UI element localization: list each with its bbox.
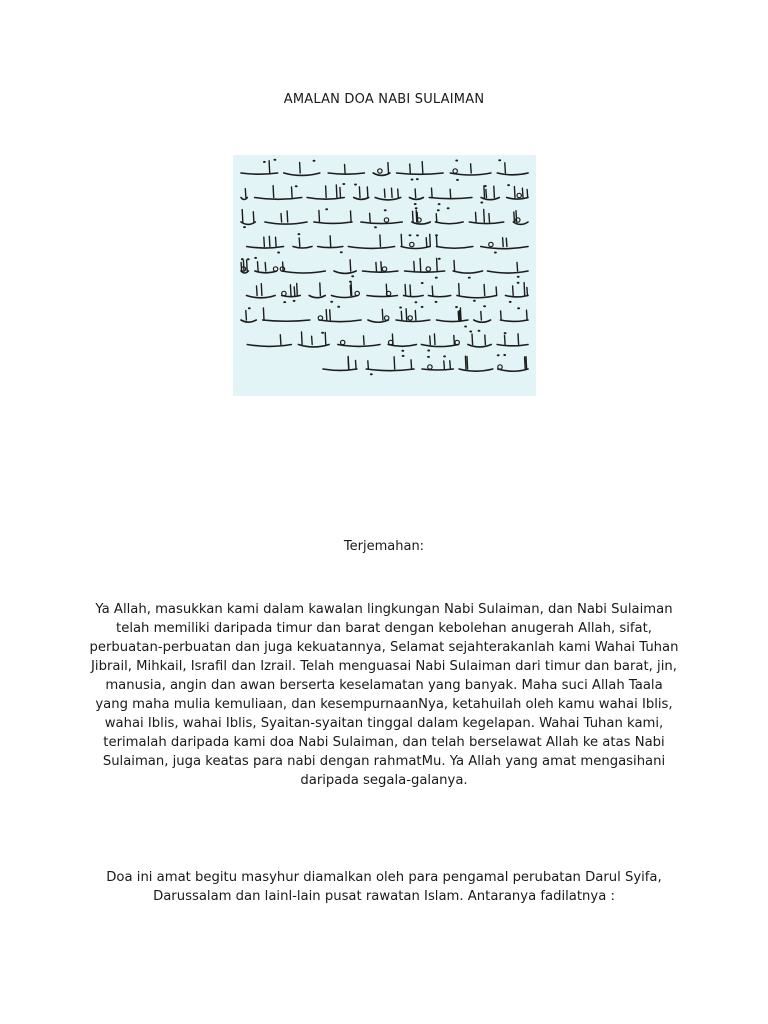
arabic-line xyxy=(323,354,528,375)
arabic-line xyxy=(241,207,528,228)
translation-paragraph: Ya Allah, masukkan kami dalam kawalan lingkungan Nabi Sulaiman, dan Nabi Sulaiman telah memiliki daripada timur dan barat dengan kebolehan anugerah Allah, sifat, perbuatan-perbuatan dan juga kekuatannya, Selamat sejahterakanlah kami Wahai Tuhan Jibrail, Mihkail, Israfil dan Izrail. Telah menguasai Nabi Sulaiman dari timur dan barat, jin, manusia, angin dan awan berserta keselamatan yang banyak. Maha suci Allah Taala yang maha mulia kemuliaan, dan kesempurnaanNya, ketahuilah oleh kamu wahai Iblis, wahai Iblis, wahai Iblis, Syaitan-syaitan tinggal dalam kegelapan. Wahai Tuhan kami, terimalah daripada kami doa Nabi Sulaiman, dan telah berselawat Allah ke atas Nabi Sulaiman, juga keatas para nabi dengan rahmatMu. Ya Allah yang amat mengasihani daripada segala-galanya. xyxy=(89,602,679,788)
document-title: AMALAN DOA NABI SULAIMAN xyxy=(283,92,485,107)
arabic-prayer-image xyxy=(233,155,536,396)
arabic-line xyxy=(241,257,528,279)
arabic-line xyxy=(247,233,528,253)
arabic-line xyxy=(241,305,528,327)
arabic-line xyxy=(247,281,529,304)
closing-paragraph: Doa ini amat begitu masyhur diamalkan oleh para pengamal perubatan Darul Syifa, Darussalam dan lainl-lain pusat rawatan Islam. Antaranya fadilatnya : xyxy=(106,870,662,904)
arabic-line xyxy=(241,159,528,181)
translation-heading: Terjemahan: xyxy=(343,539,425,554)
arabic-line xyxy=(247,330,528,352)
arabic-line xyxy=(241,183,528,205)
arabic-calligraphy-graphic xyxy=(233,155,536,396)
